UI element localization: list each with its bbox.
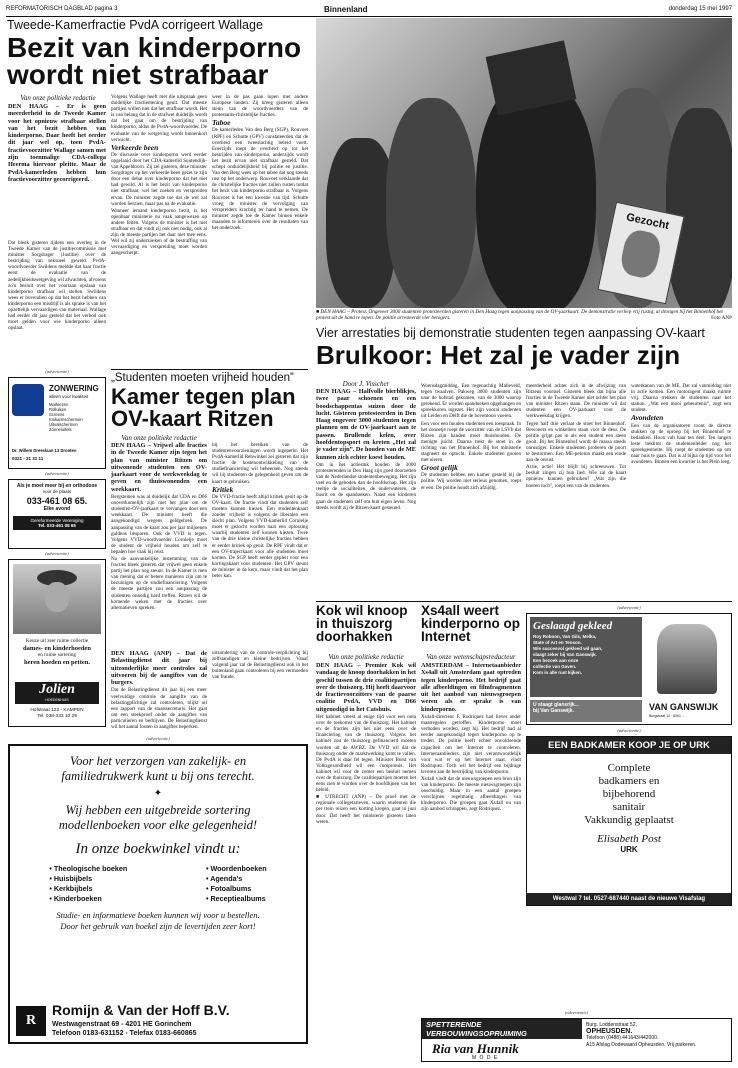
article-headline: Xs4all weert kinderporno op Internet [421,603,520,645]
ad-hunnik-address: Burg. Loddenstraat 52, OPHEUSDEN. Telefoon (0488) 441643/442000. A15 Afslag Dodewaard Opheusden. Vrij parkeren. [586,1022,697,1048]
article-paragraph: Woensdagmiddag. Een regenachtig Malieveld, tegen twaalven. Pakweg 3000 studenten zijn naar de hofstad gekomen, van de 3000 waarop gerekend. Er worden spandoeken opgehangen en spreekkoren ingezet. Het zijn vooral studenten uit Leiden en Delft die de boventoon voeren. [421,383,521,420]
ad-ganswijk-brand: VAN GANSWIJK [649,702,719,712]
ad-badkamer-address: Westwal 7 tel. 0527-687440 naast de nieuwe Visafslag [527,893,731,905]
article-paragraph: Tegen half drie verlaat de stoet het Binnenhof. Bewoners en winkeliers staan voor de deur. De politie grijpt pas in als een student een steen gooit. Bij het Binnenhof wordt de massa steeds onrustiger. Enkele studenten proberen de poort te bestormen. Een ME-peloton maakt een einde aan de onrust. [526,420,626,464]
ad-zonwering-phone: 0321 - 31 31 11 [12,456,44,461]
article-body: Dat bleek gisteren tijdens een overleg in de Tweede Kamer van de justitiecommissie met minister Sorgdrager (Justitie) over de bestrijding van seksueel geweld. PvdA-woordvoerder Swildens meldde dat haar fractie eerst de evaluatie van de zedelijkheidswetgeving wil afwachten, alvorens zo'n besluit over het voortaan opslaan van kinderporno strafbaar wil stellen. Swildens wees er bovendien op dat het bezit hebben van kinderporno een misdrijf is als sprake is van het opzettelijk vervaardigen van materiaal. Wallage had eerder dit jaar gesteld dat het verbod ook moet gelden voor wie kinderporno alleen opslaat. [8,240,106,332]
header-date: donderdag 15 mei 1997 [668,6,732,12]
article-paragraph: Xs4all-directeur F. Rodriquez had liever ander maatregelen getroffen. Kinderporno moet verboden worden, zegt hij. Het bedrijf had al eerder aangekondigd tegen kinderporno op te treden. De politie heeft echter onvoldoende capaciteit om het Internet te controleren. Internetaanbieders zijn niet verantwoordelijk voor wat er op het Internet staat, vindt Rodriquez. Toch wil het bedrijf een bijdrage leveren aan de bestrijding van kinderporno. [421,714,521,775]
article-byline: Van onze politieke redactie [121,434,197,442]
article-lead: AMSTERDAM – Internetaanbieder Xs4all uit Amsterdam gaat optreden tegen kinderporno. Het bedrijf gaat alle afbeeldingen en filmfragmenten uit het aanbod van nieuwsgroepen weren als er sprake is van kinderporno. [421,662,521,713]
article-column [526,383,626,598]
ad-ganswijk-text: Roy Roboon, Van Gils, Melka, State of Art en Tenson. Wie succesvol gekleed wil gaan, slaagt zeker bij Van Ganswijk. Een bezoek aan onze collectie van Gaven. Kom in alle rust kijken. [533,634,603,675]
article-byline: Van onze politieke redactie [328,653,404,661]
article-column [212,94,308,364]
article-paragraph: Wanneer iemand kinderporno bezit, is het openbaar ministerie nu vaak aangewezen op andere feiten. Volgens de minister is het niet strafbaar en dat vindt zij ook niet nodig, ook al zijn de meeste partijen het daar niet mee eens. Wel wil zij onderzoeken of de bestraffing van vervaardiging en verspreiding moet worden aangescherpt. [111,207,207,257]
article-paragraph: weer in de pas gaan lopen met andere Europese landen. Zij kreeg gisteren alleen steun van de woordvoerders van de protestants-christelijke fracties. [212,94,308,119]
ad-label: (advertentie) [617,728,641,733]
article-column [316,662,416,1007]
article-paragraph: Actie, actie! Het blijft bij schreeuwen. Tot besluit zingen zij hun lied. Wie zal de kaart opnieuw kunnen gebruiken? „Wat zijn die hoeren toch”, roept een van de studenten. [526,464,626,489]
article-paragraph: Volgens Wallage heeft met die uitspraak geen duidelijke fractiemening geuit. Dat meeste partijen willen niet dat het strafbaar wordt. Het is van belang dat in de strafwet duidelijk wordt dat het gaat om de bestrijding van kinderporno, aldus de PvdA-woordvoerder. De evaluatie van de wetgeving wordt binnenkort verwacht. [111,94,207,143]
ad-label: (advertentie) [45,369,69,374]
article-column [111,650,207,730]
ad-ganswijk-title: Geslaagd gekleed [533,620,613,632]
ad-badkamer-brand: Elisabeth Post [597,833,661,845]
ad-jolien-address: Hofstraat 122 - KAMPEN Tel. 038-333 10 29 [30,708,84,719]
article-column [111,94,207,364]
photo-caption [316,309,732,322]
ad-hunnik-banner: SPETTERENDE VERBOUWINGSOPRUIMING [422,1019,582,1039]
ad-romijn-footer: Studie- en informatieve boeken kunnen wij voor u bestellen. Door het gebruik van boekel zijn de levertijden zeer kort! [56,910,260,931]
ad-romijn-logo: R [16,1006,46,1036]
article-subheading: Groot gelijk [421,463,458,473]
ad-hunnik-name: Ria van Hunnik [432,1041,519,1056]
article-column [421,383,521,598]
ad-romijn-address: Westwagenstraat 69 - 4201 HE Gorinchem [52,1021,192,1028]
article-paragraph: Na de aanvankelijke instemming van de fracties bleek gisteren dat vrijwel geen enkele partij het plan nog steunt. In de Kamer is men van mening dat er betere manieren zijn om te bezuinigen op de studiefinanciering. Volgens de meeste partijen zou een aanpassing de studenten onnodig hard treffen. Ritzen wil de komende weken met de fracties over alternatieven spreken. [111,556,207,611]
article-kicker: Vier arrestaties bij demonstratie studenten tegen aanpassing OV-kaart [316,326,705,340]
article-kicker: Tweede-Kamerfractie PvdA corrigeert Wallage [7,18,263,32]
ad-romijn[interactable]: Voor het verzorgen van zakelijk- en familiedrukwerk kunt u bij ons terecht. ✦ Wij hebben een uitgebreide sortering modellenboeken voor elke gelegenheid! In onze boekwinkel vindt u: • Theologische boeken • Huisbijbels • Kerkbijbels • Kinderboeken • Woordenboeken • Agenda's • Fotoalbums • Receptiealbums Studie- en informatieve boeken kunnen wij voor u bestellen. Door het gebruik van boekel zijn de levertijden zeer kort! R Romijn & Van der Hoff B.V. Westwagenstraat 69 - 4201 HE Gorinchem Telefoon 0183-631152 - Telefax 0183-660865 [8,744,308,1044]
article-paragraph: Bergsteinen was al duidelijk dat CDA en D66 onoverkomelijk zijn met het plan om de studenten-OV-jaarkaart te vervangen door een weekkaart. De minister heeft die aangekondigd wegens geldgebrek. De aanpassing van de kaart zou per jaar miljoenen guldens besparen. Ook de VVD is tegen. Volgens VVD-woordvoerder Cornielje moet de student de vrijheid houden om zelf te bepalen hoe vaak hij reist. [111,494,207,555]
ad-badkamer-title: EEN BADKAMER KOOP JE OP URK [527,737,731,754]
ad-romijn-store: In onze boekwinkel vindt u: [75,841,241,857]
ad-label: (advertentie) [617,605,641,610]
article-brulkoor [316,326,732,368]
article-subheading: Avondeten [631,413,664,423]
article-paragraph: De discussie over kinderporno werd eerder opgelaaid door het CDA-kamerlid Soutendijk-van Appeldoorn. Zij zei gisteren, deze minister Sorgdrager op het verkeerde been gezet te zijn door een debat over kinderporno dat het niet had gewild. Al is het bezit van kinderporno niet strafbaar, wel het zoeken en verspreiden ervan. De minister zegde toe dat de wet zal worden herzien, maar pas na de evaluatie. [111,151,207,207]
article-paragraph: ■ UTRECHT (ANP) – De proef met de regionale collegetarieven, waarin studenten die per trein reizen een korting kregen, gaat in juni door. Dat heeft het ministerie gisteren laten weten. [316,794,416,825]
ad-ganswijk-tagline: U staagt glansrijk... bij Van Ganswijk. [530,700,642,722]
article-column [421,662,521,1007]
article-column [111,442,207,642]
ad-romijn-mid: Wij hebben een uitgebreide sortering modellenboeken voor elke gelegenheid! [58,803,258,832]
ad-zonwering[interactable] [8,377,106,469]
ad-label: (advertentie) [45,471,69,476]
article-column [316,388,416,598]
ad-jolien-photo [13,564,101,634]
article-ov-kaart [111,372,308,429]
article-subheading: Taboe [212,118,231,128]
article-paragraph: De studenten hebben een kamer gesteld bij de politie. Wij worden niet serieus genomen, roept er een. De politie houdt zich afzijdig. [421,472,521,491]
article-column [212,650,308,730]
article-byline: Van onze politieke redactie [20,94,96,102]
ad-ganswijk-address: Burgstraat 12 · 8261 ... [649,714,685,718]
protest-photo [316,18,732,308]
ad-label: (advertentie) [45,551,69,556]
ad-ganswijk-photo [657,624,717,694]
article-kicker: „Studenten moeten vrijheid houden” [111,372,294,384]
article-paragraph: bij het bereiken van de studentenvoorzieningen wordt ingeperkt. Het PvdA-kamerlid Rehwinkel zei gisteren dat zijn fractie de kostenontwikkeling van de studiefinanciering wil beheersen. Nog steeds wil hij studenten de gelegenheid geven om de kaart te gebruiken. [212,442,308,485]
header-left: REFORMATORISCH DAGBLAD pagina 3 [6,6,118,12]
ad-jolien[interactable] [8,559,106,727]
article-lead: DEN HAAG – Premier Kok wil vandaag de knoop doorhakken in het geschil tussen de drie coalitiepartijen over de thuiszorg. Hij heeft daarvoor de fractievoorzitters van de paarse coalitie PvdA, VVD en D66 uitgenodigd in het Catshuis. [316,662,416,713]
article-lead: DEN HAAG – Vrijwel alle fracties in de Tweede Kamer zijn tegen het plan van minister Ritzen om uitwonende studenten een OV-jaarkaart voor de werkweekdag te geven en thuiswonenden een weekkaart. [111,442,207,493]
caption-text: ■ DEN HAAG – Protest. Ongeveer 3000 studenten protesteerden gisteren in Den Haag tegen aanpassing van de OV-jaarkaart. De demonstratie verliep vrij rustig, al drongen bij het Binnenhof het protest uit de hand te lopen. De politie arresteerde vier betogers. [316,309,723,322]
article-paragraph: Dat de Belastingdienst dit jaar bij een meer veelvuldige controle de aangifte van de belastingplichtige zal controleren, blijkt uit een rapport van de staatssecretaris. Het gaat om een steekproef onder de aangiftes van particulieren en bedrijven. De Belastingdienst wil het aantal fouten in aangiftes beperken. [111,687,207,730]
ad-zonwering-items: Markiezen Rolluiken Screens Knikarmschermen Uitvalschermen Zonneluifels [49,402,83,432]
sign-gezocht: Gezocht [597,202,684,305]
ad-badkamer-text: Complete badkamers en bijbehorend sanitair Vakkundig geplaatst [584,762,674,826]
article-column [212,442,308,642]
ad-label: (advertentie) [564,1010,589,1015]
article-headline: Brulkoor: Het zal je vader zijn [316,340,681,370]
ad-orthodox-phone: 033-461 08 65. [26,496,88,506]
article-column [631,383,731,598]
ad-romijn-lists: • Theologische boeken • Huisbijbels • Kerkbijbels • Kinderboeken • Woordenboeken • Agenda's • Fotoalbums • Receptiealbums [49,864,267,903]
ad-label: (advertentie) [146,736,170,741]
article-headline: Bezit van kinderporno wordt niet strafbaar [7,32,302,91]
ad-badkamer-city: URK [620,845,638,854]
ad-zonwering-title: ZONWERING [49,384,99,393]
article-lead: DEN HAAG – Er is geen meerderheid in de Tweede Kamer voor het opnieuw strafbaar stellen van het bezit hebben van kinderporno. Daar heeft het eerder dit jaar wel op, toen PvdA-fractievoorzitter Wallage samen met zijn toenmalige CDA-collega Heerma hiervoor pleitte. Maar de PvdA-kamerleden hebben hun fractievoorzitter gecorrigeerd. [8,103,106,183]
ad-zonwering-subtitle: alleen voor kwaliteit [49,394,89,399]
ad-jolien-text: Keuze uit zeer ruime collectie dames- en kinderhoeden en ruime sortering heren hoeden en petten. [23,638,91,666]
article-thuiszorg [316,604,416,644]
ad-jolien-logo: Jolien HOEDENHUIS [15,682,99,704]
article-byline: Door J. Visscher [342,380,390,388]
article-headline: Kok wil knoop in thuiszorg doorhakken [316,603,408,645]
article-headline: Kamer tegen plan OV-kaart Ritzen [111,384,296,431]
article-paragraph: Om in het actiestuk houden de 3000 protesterenden in Den Haag zijn goed doorzetten van de Nederlandse studentenbeweging. Het zijn veel en de geboden dan de hoofdschap. Het zijn reeltje de socialiteiten, de onderwateren, de busrit en de spandoeken. Naast een kinderen gaan de studenten zelf om hun eigen leven. Nog steeds wordt zij de Ritzen-kaart gesteund. [316,461,416,511]
article-paragraph: uitzondering van de controle-verplichting bij zelfstandigen en kleine bedrijven. Vanaf volgend jaar zal de Belastingdienst ook in het buitenland gaan controleren bij een vermoeden van fraude. [212,650,308,681]
article-paragraph: Een van de organisatoren toont de directe stukken op de oproep bij het Binnenhof te bedanken. Hoon valt haar ten deel. Ten langen leste beklimt de studentenleider nog het spreekgestoelte. Hij roept de studenten op om naar huis te gaan. Dat is al bijna op tijd voor het avondeten. Binnen een kwartier is het Plein leeg. [631,422,731,466]
page-header [6,6,732,16]
section-title: Binnenland [324,5,368,14]
article-paragraph: meerderheid achter zich in de afwijzing van Ritzens voorstel. Gisteren bleek dat bijna alle fracties in de Tweede Kamer niet achter het plan van minister Ritzen staan. De minister wil dat studenten een OV-jaarkaart voor de werkweekdag krijgen. [526,383,626,420]
article-paragraph: Xs4all vindt dat de nieuwsgroepen een bron zijn van kinderporno. De meeste nieuwsgroepen zijn onschuldig. Maar in een aantal groepen verschijnen regelmatig afbeeldingen van kinderporno. Die groepen gaat Xs4all nu van zijn aanbod schrappen, zegt Rodriquez. [421,776,521,813]
ad-orthodox[interactable]: Als je moet meer bij en orthodoxe voor de plaats 033-461 08 65. Elke avond Gereformeerde Vereniging Tel. 033-461 08 65 [8,479,106,549]
ad-romijn-intro: Voor het verzorgen van zakelijk- en familiedrukwerk kunt u bij ons terecht. [61,754,255,783]
article-paragraph: waterkanon van de ME. Dat zal vanmiddag niet in actie komen. Een motoragent maakt ruimte vrij. Daarna trekken de studenten naar het station. „Wat een mooi gebeurtenis”, zegt een student. [631,383,731,414]
article-kinderporno [7,18,307,89]
article-paragraph: De VVD-fractie heeft altijd kritiek geuit op de OV-kaart. De fractie vindt dat studenten zelf moeten kunnen kiezen. Een studentenkaart zonder vrijheid is volgens de liberalen een slecht plan. Volgens VVD-kamerlid Cornielje moet er gezocht worden naar een oplossing waarbij studenten zelf kunnen kiezen. Twee van de drie kleine christelijke fracties hebben er eerder kritiek op geuit. De RPF vindt dat er een OV-trajectkaart voor alle studenten moet komen. De SGP heeft eerder gepleit voor een kortingskaart voor studenten. Het GPV steunt de minister in de kern, maar vindt dat het plan beter kan. [212,493,308,579]
ad-romijn-phone: Telefoon 0183-631152 - Telefax 0183-660865 [52,1030,197,1037]
article-byline: Van onze wetenschapsredacteur [426,653,516,661]
ad-orthodox-note: Gereformeerde Vereniging Tel. 033-461 08 65 [13,516,101,530]
article-lead: DEN HAAG – Halfvolle bierblikjes, twee paar schoenen en een boodschappentas suizen door de lucht. Gisteren protesteerden in Den Haag ongeveer 3000 studenten tegen plannen om de OV-jaarkaart aan te passen. Brullende kelen, over hoofdentopsport en kreten „Het zal je vader zijn”. De houden van de ME kunnen zich echter koest houden. [316,388,416,461]
ad-romijn-company: Romijn & Van der Hoff B.V. [52,1002,230,1018]
photo-credit: Foto ANP [711,315,732,322]
ad-ganswijk[interactable] [526,613,732,725]
article-subheading: Kritiek [212,484,234,494]
article-xs4all [421,604,521,644]
article-paragraph: Het kabinet vreest al enige tijd voor een nota over de toekomst van de thuiszorg. Het kabinet en de fracties zijn het niet eens over de financiering van de thuiszorg. Volgens het kabinet zou de thuiszorg gefinancierd moeten worden uit de AWBZ. De VVD wil dat de thuiszorg onder de marktwerking komt te vallen. De PvdA is daar fel tegen. Minister Borst van Volksgezondheid wil een compromis. Het kabinet wil voor de zomer een besluit nemen over de thuiszorg. De coalitiepartijen moeten het eens zien te worden over de hoofdlijnen van het beleid. [316,714,416,794]
ad-hunnik[interactable]: SPETTERENDE VERBOUWINGSOPRUIMING Ria van Hunnik M O D E Burg. Loddenstraat 52, OPHEUSDEN. Telefoon (0488) 441643/442000. A15 Afslag Dodewaard Opheusden. Vrij parkeren. [421,1018,732,1062]
article-paragraph: Een voor een houden studenten een toespraak. In het zonnetje roept de voorzitter van de LSVb dat Ritzen zijn handen moet thuishouden. De menigte juicht. Daarna trekt de stoet in de richting van het Binnenhof. Bij het ministerie stagneert de optocht. Enkele studenten gooien met eieren. [421,420,521,464]
ad-zonwering-address: Dr. Willem Dreeslaan 13 Dronten [12,448,77,453]
ad-badkamer[interactable] [526,736,732,906]
article-subheading: Verkeerde been [111,142,159,152]
header-rule [6,16,732,17]
article-lead: DEN HAAG (ANP) – Dat de Belastingdienst dit jaar bij uitzonderlijke meer controles zal uitvoeren bij de aangiftes van de burgers. [111,650,207,687]
article-paragraph: De kamerleden Van den Berg (SGP), Rouvoet (RPF) en Schutte (GPV) constateerden dat de overheid een tweeslachtig beleid voert. Enerzijds roept de overheid op tot het bestrijden van kinderporno, anderzijds wordt het bezit ervan niet strafbaar gesteld. Dat schept onduidelijkheid bij politie en justitie. Van den Berg wees op het taboe dat nog steeds rust op het onderwerp. Rouvoet verklaarde dat de christelijke fracties niet zullen rusten totdat het bezit van kinderporno strafbaar is. Volgens Rouvoet is het een kwestie van tijd. Schutte vroeg de minister de vervolging van verspreiders krachtig ter hand te nemen. De minister zegde toe de Kamer binnen enkele maanden te informeren over de resultaten van het onderzoek. [212,127,308,231]
